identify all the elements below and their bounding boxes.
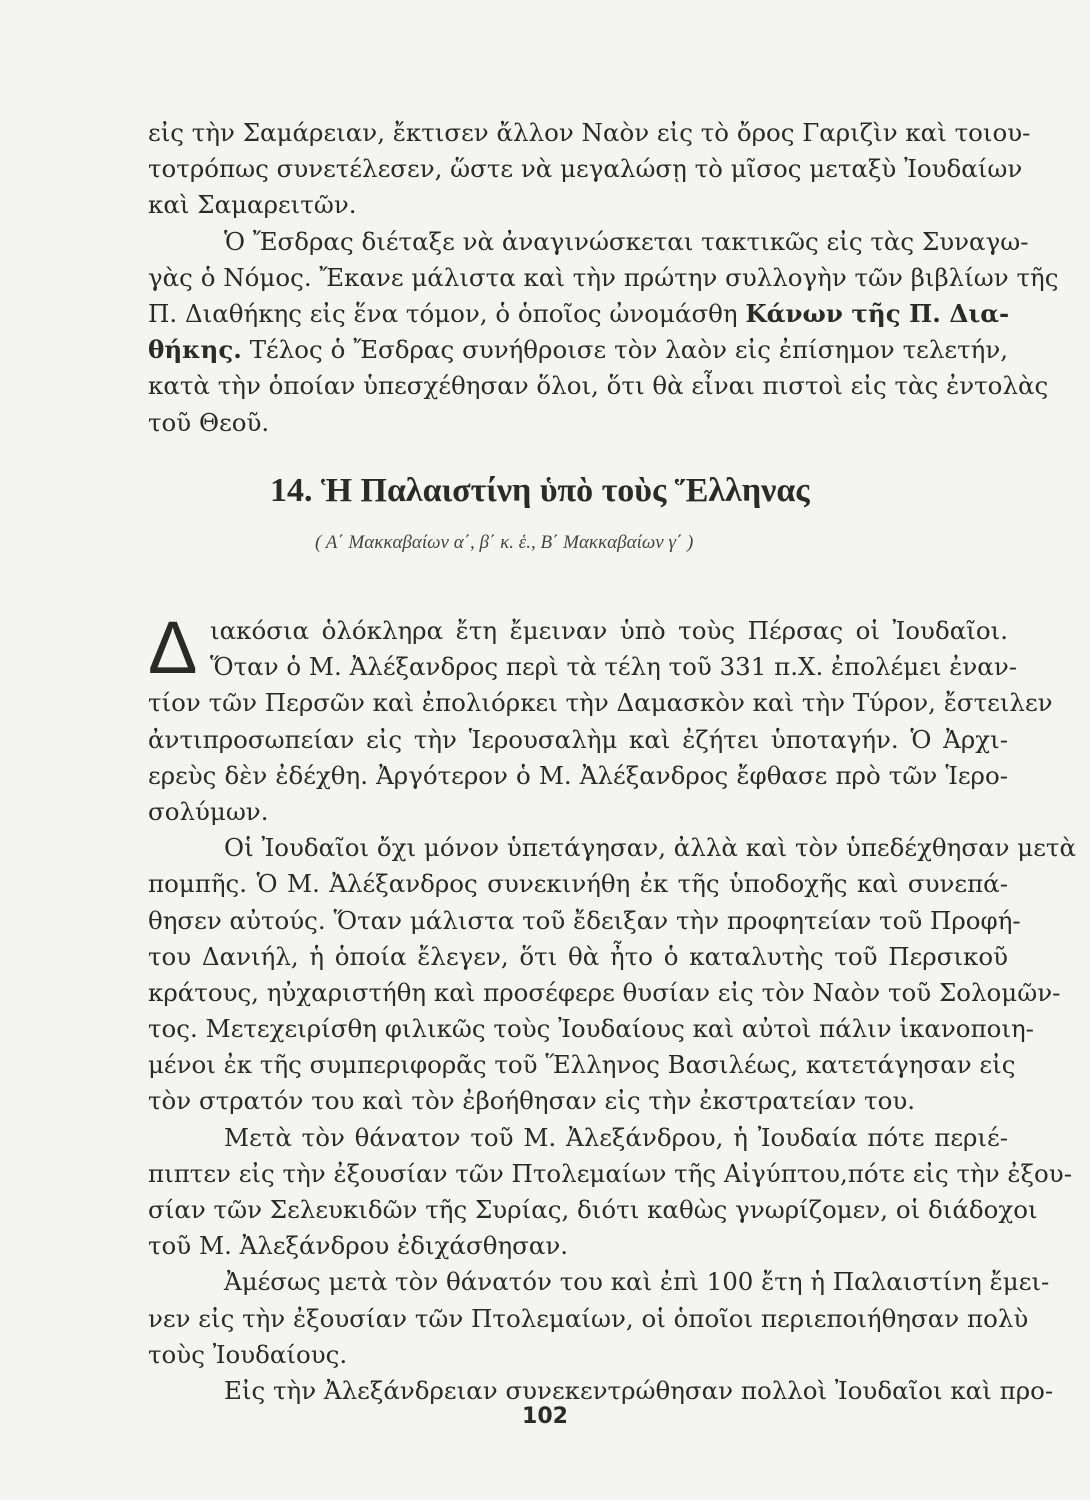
text-line: τὸν στρατόν του καὶ τὸν ἐβοήθησαν εἰς τὴν ἐκστρατείαν του. [148,1086,916,1116]
text-line: Οἱ Ἰουδαῖοι ὄχι μόνον ὑπετάγησαν, ἀλλὰ καὶ τὸν ὑπεδέχθησαν μετὰ [224,833,1077,863]
text-line: πιπτεν εἰς τὴν ἐξουσίαν τῶν Πτολεμαίων τῆς Αἰγύπτου,πότε εἰς τὴν ἐξου- [148,1158,1072,1188]
text-line: πομπῆς. Ὁ Μ. Ἀλέξανδρος συνεκινήθη ἐκ τῆς ὑποδοχῆς καὶ συνεπά- [148,869,1008,899]
text-line: σίαν τῶν Σελευκιδῶν τῆς Συρίας, διότι καθὼς γνωρίζομεν, οἱ διάδοχοι [148,1195,1038,1224]
text-line: Ὁ Ἔσδρας διέταξε νὰ ἀναγινώσκεται τακτικῶς εἰς τὰς Συναγω- [224,226,1029,256]
text-line: νεν εἰς τὴν ἐξουσίαν τῶν Πτολεμαίων, οἱ ὁποῖοι περιεποιήθησαν πολὺ [148,1303,1029,1333]
text-line: τίον τῶν Περσῶν καὶ ἐπολιόρκει τὴν Δαμασκὸν καὶ τὴν Τύρον, ἔστειλεν [148,688,1053,718]
text-line: Ἀμέσως μετὰ τὸν θάνατόν του καὶ ἐπὶ 100 ἔτη ἡ Παλαιστίνη ἔμει- [224,1267,1050,1297]
text-line: τοῦ Μ. Ἀλεξάνδρου ἐδιχάσθησαν. [148,1231,569,1261]
text-line: ερεὺς δὲν ἐδέχθη. Ἀργότερον ὁ Μ. Ἀλέξανδρος ἔφθασε πρὸ τῶν Ἱερο- [148,760,1008,790]
text-line: καὶ Σαμαρειτῶν. [148,190,357,220]
text-fragment: Π. Διαθήκης εἰς ἕνα τόμον, ὁ ὁποῖος ὠνομάσθη [148,298,746,328]
text-line: τοτρόπως συνετέλεσεν, ὥστε νὰ μεγαλώσῃ τὸ μῖσος μεταξὺ Ἰουδαίων [148,154,1023,184]
text-line: σολύμων. [148,796,269,826]
canon-term: Κάνων τῆς Π. Δια- [745,298,1010,328]
text-line: τοὺς Ἰουδαίους. [148,1339,348,1369]
text-line: τος. Μετεχειρίσθη φιλικῶς τοὺς Ἰουδαίους καὶ αὐτοὶ πάλιν ἱκανοποιη- [148,1014,1034,1044]
text-line: κατὰ τὴν ὁποίαν ὑπεσχέθησαν ὅλοι, ὅτι θὰ εἶναι πιστοὶ εἰς τὰς ἐντολὰς [148,371,1049,401]
text-fragment: Τέλος ὁ Ἔσδρας συνήθροισε τὸν λαὸν εἰς ἐπίσημον τελετήν, [241,335,1008,365]
text-line: κράτους, ηὐχαριστήθη καὶ προσέφερε θυσίαν εἰς τὸν Ναὸν τοῦ Σολομῶν- [148,977,1061,1007]
text-line: θησεν αὐτούς. Ὅταν μάλιστα τοῦ ἔδειξαν τὴν προφητείαν τοῦ Προφή- [148,905,1021,935]
canon-term-end: θήκης. [148,335,242,365]
text-line: του Δανιήλ, ἡ ὁποία ἔλεγεν, ὅτι θὰ ἦτο ὁ καταλυτὴς τοῦ Περσικοῦ [148,941,1008,971]
drop-cap: Δ [148,606,198,689]
continued-section [148,115,1059,441]
text-line: Ὅταν ὁ Μ. Ἀλέξανδρος περὶ τὰ τέλη τοῦ 331 π.Χ. ἐπολέμει ἐναν- [210,652,1018,682]
text-line: ἀντιπροσωπείαν εἰς τὴν Ἱερουσαλὴμ καὶ ἐζήτει ὑποταγήν. Ὁ Ἀρχι- [148,724,1008,754]
text-line: γὰς ὁ Νόμος. Ἔκανε μάλιστα καὶ τὴν πρώτην συλλογὴν τῶν βιβλίων τῆς [148,262,1059,292]
text-line: Εἰς τὴν Ἀλεξάνδρειαν συνεκεντρώθησαν πολλοὶ Ἰουδαῖοι καὶ προ- [224,1375,1054,1405]
chapter-reference: ( Α΄ Μακκαβαίων α΄, β΄ κ. ἑ., Β΄ Μακκαβαίων γ΄ ) [315,532,694,553]
text-line: Μετὰ τὸν θάνατον τοῦ Μ. Ἀλεξάνδρου, ἡ Ἰουδαία πότε περιέ- [224,1122,1008,1152]
text-line: μένοι ἐκ τῆς συμπεριφορᾶς τοῦ Ἕλληνος Βασιλέως, κατετάγησαν εἰς [148,1050,1016,1080]
text-line: ιακόσια ὁλόκληρα ἔτη ἔμειναν ὑπὸ τοὺς Πέρσας οἱ Ἰουδαῖοι. [210,616,1008,645]
text-line-with-term [148,296,1008,332]
chapter-title: 14. Ἡ Παλαιστίνη ὑπὸ τοὺς Ἕλληνας [270,472,810,509]
text-line-with-term [148,332,1008,368]
text-line: εἰς τὴν Σαμάρειαν, ἔκτισεν ἄλλον Ναὸν εἰς τὸ ὄρος Γαριζὶν καὶ τοιου- [148,118,1031,147]
page-number: 102 [522,1404,568,1429]
text-line: τοῦ Θεοῦ. [148,407,270,437]
chapter-body [148,606,1077,1409]
